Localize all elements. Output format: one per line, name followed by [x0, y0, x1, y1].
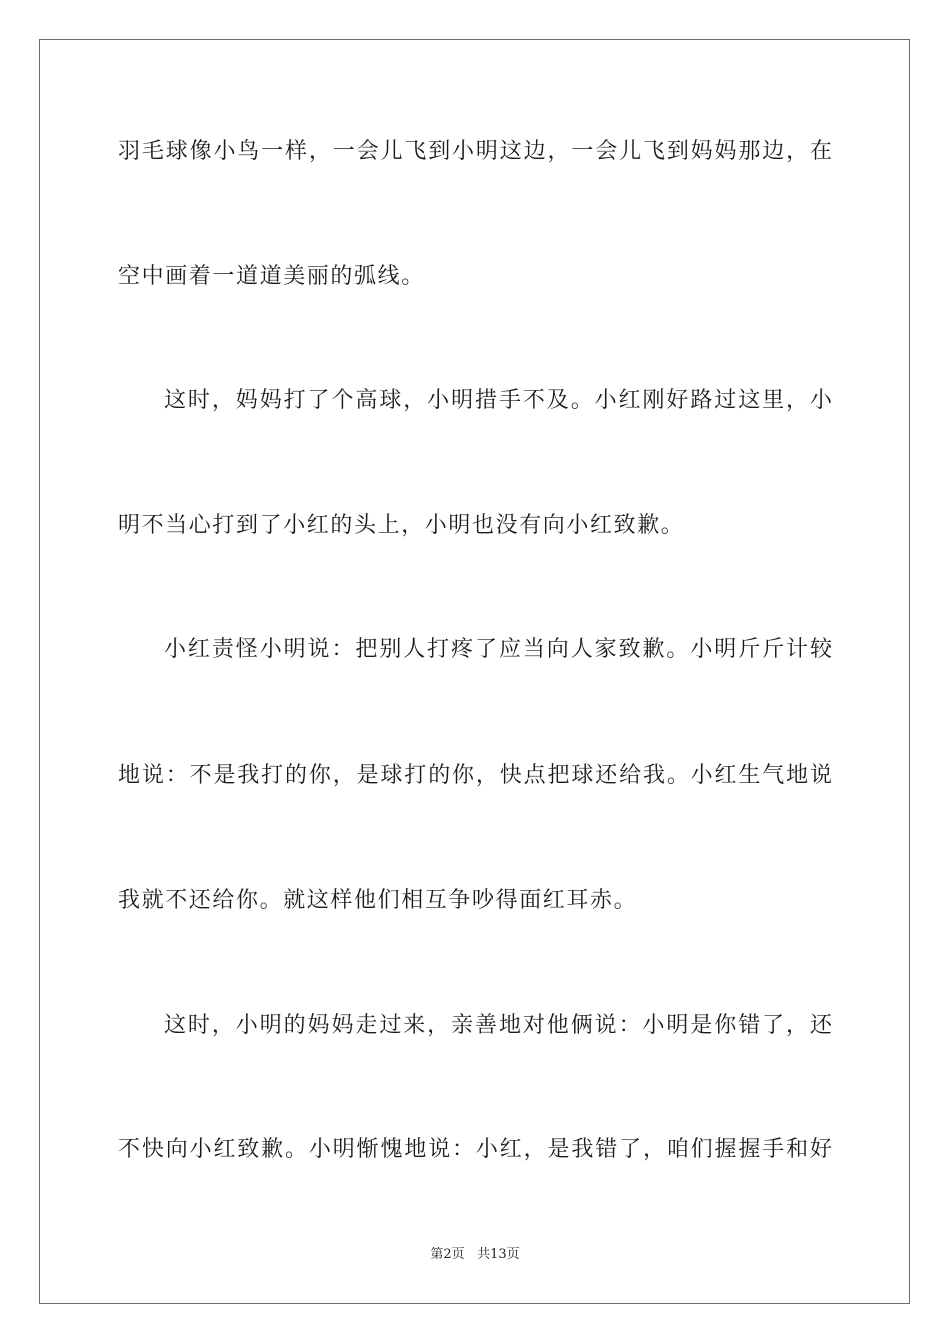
text-line-6: 地说：不是我打的你，是球打的你，快点把球还给我。小红生气地说 — [118, 763, 832, 788]
page-number: 第2页 — [430, 1247, 465, 1262]
text-line-5: 小红责怪小明说：把别人打疼了应当向人家致歉。小明斤斤计较 — [164, 637, 832, 662]
text-line-3: 这时，妈妈打了个高球，小明措手不及。小红刚好路过这里，小 — [164, 388, 832, 413]
page-footer — [0, 1246, 950, 1264]
page-border — [39, 39, 910, 1304]
text-line-2: 空中画着一道道美丽的弧线。 — [118, 264, 425, 289]
text-line-9: 不快向小红致歉。小明惭愧地说：小红，是我错了，咱们握握手和好 — [118, 1137, 832, 1162]
text-line-4: 明不当心打到了小红的头上，小明也没有向小红致歉。 — [118, 513, 685, 538]
text-line-8: 这时，小明的妈妈走过来，亲善地对他俩说：小明是你错了，还 — [164, 1013, 832, 1038]
text-line-7: 我就不还给你。就这样他们相互争吵得面红耳赤。 — [118, 888, 638, 913]
text-line-1: 羽毛球像小鸟一样，一会儿飞到小明这边，一会儿飞到妈妈那边，在 — [118, 139, 832, 164]
total-pages: 共13页 — [477, 1247, 520, 1262]
